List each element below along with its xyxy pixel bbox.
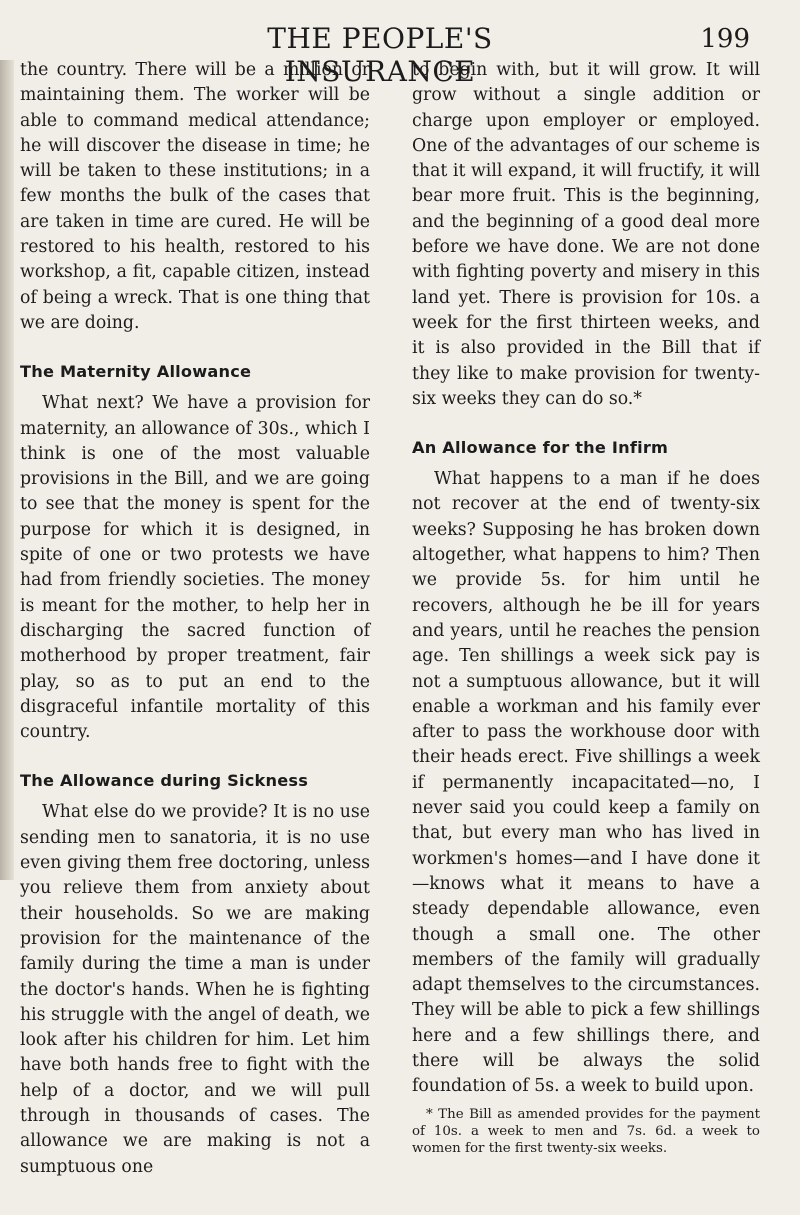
section-heading: An Allowance for the Infirm [412, 438, 669, 458]
paragraph: What happens to a man if he does not recover at the end of twenty-six weeks? Supposing he has broken down altogether, what happens to him? Then we provide 5s. for him until he recovers, although he be ill for years and years, until he reaches the pension age. Ten shillings a week sick pay is not a sumptuous allowance, but it will enable a workman and his family ever after to pass the workhouse door with their heads erect. Five shillings a week if permanently incapacitated—no, I never said you could keep a family on that, but every man who has lived in workmen's homes—and I have done it—knows what it means to have a steady dependable allowance, even though a small one. The other members of the family will gradually adapt themselves to the circumstances. They will be able to pick a few shillings here and a few shillings there, and there will be always the solid foundation of 5s. a week to build upon. [412, 469, 760, 1097]
paragraph: to begin with, but it will grow. It will grow without a single addition or charge upon employer or employed. One of the advantages of our scheme is that it will expand, it will fructify, it will bear more fruit. This is the beginning, and the beginning of a good deal more before we have done. We are not done with fighting poverty and misery in this land yet. There is provision for 10s. a week for the first thirteen weeks, and it is also provided in the Bill that if they like to make provision for twenty-six weeks they can do so.* [412, 60, 760, 409]
paragraph: What else do we provide? It is no use sending men to sanatoria, it is no use even giving them free doctoring, unless you relieve them from anxiety about their households. So we are making provision for the maintenance of the family during the time a man is under the doctor's hands. When he is fighting his struggle with the angel of death, we look after his children for him. Let him have both hands free to fight with the help of a doctor, and we will pull through in thousands of cases. The allowance we are making is not a sumptuous one [20, 802, 370, 1177]
page-gutter [0, 60, 14, 880]
paragraph: What next? We have a provision for maternity, an allowance of 30s., which I think is one of the most valuable provisions in the Bill, and we are going to see that the money is spent for the purpose for which it is designed, in spite of one or two protests we have had from friendly societies. The money is meant for the mother, to help her in discharging the sacred function of motherhood by proper treatment, fair play, so as to put an end to the disgraceful infantile mortality of this country. [20, 393, 370, 743]
section-heading: The Maternity Allowance [20, 362, 252, 382]
section-heading: The Allowance during Sickness [20, 771, 309, 791]
page-number: 199 [700, 24, 750, 54]
running-header: THE PEOPLE'S INSURANCE [267, 22, 493, 88]
footnote: * The Bill as amended provides for the payment of 10s. a week to men and 7s. 6d. a week to women for the first twenty-six weeks. [412, 1106, 760, 1156]
left-column [20, 58, 370, 1180]
right-column [412, 58, 760, 1157]
paragraph: the country. There will be a million or maintaining them. The worker will be able to command medical attendance; he will discover the disease in time; he will be taken to these institutions; in a few months the bulk of the cases that are taken in time are cured. He will be restored to his health, restored to his workshop, a fit, capable citizen, instead of being a wreck. That is one thing that we are doing. [20, 60, 370, 333]
